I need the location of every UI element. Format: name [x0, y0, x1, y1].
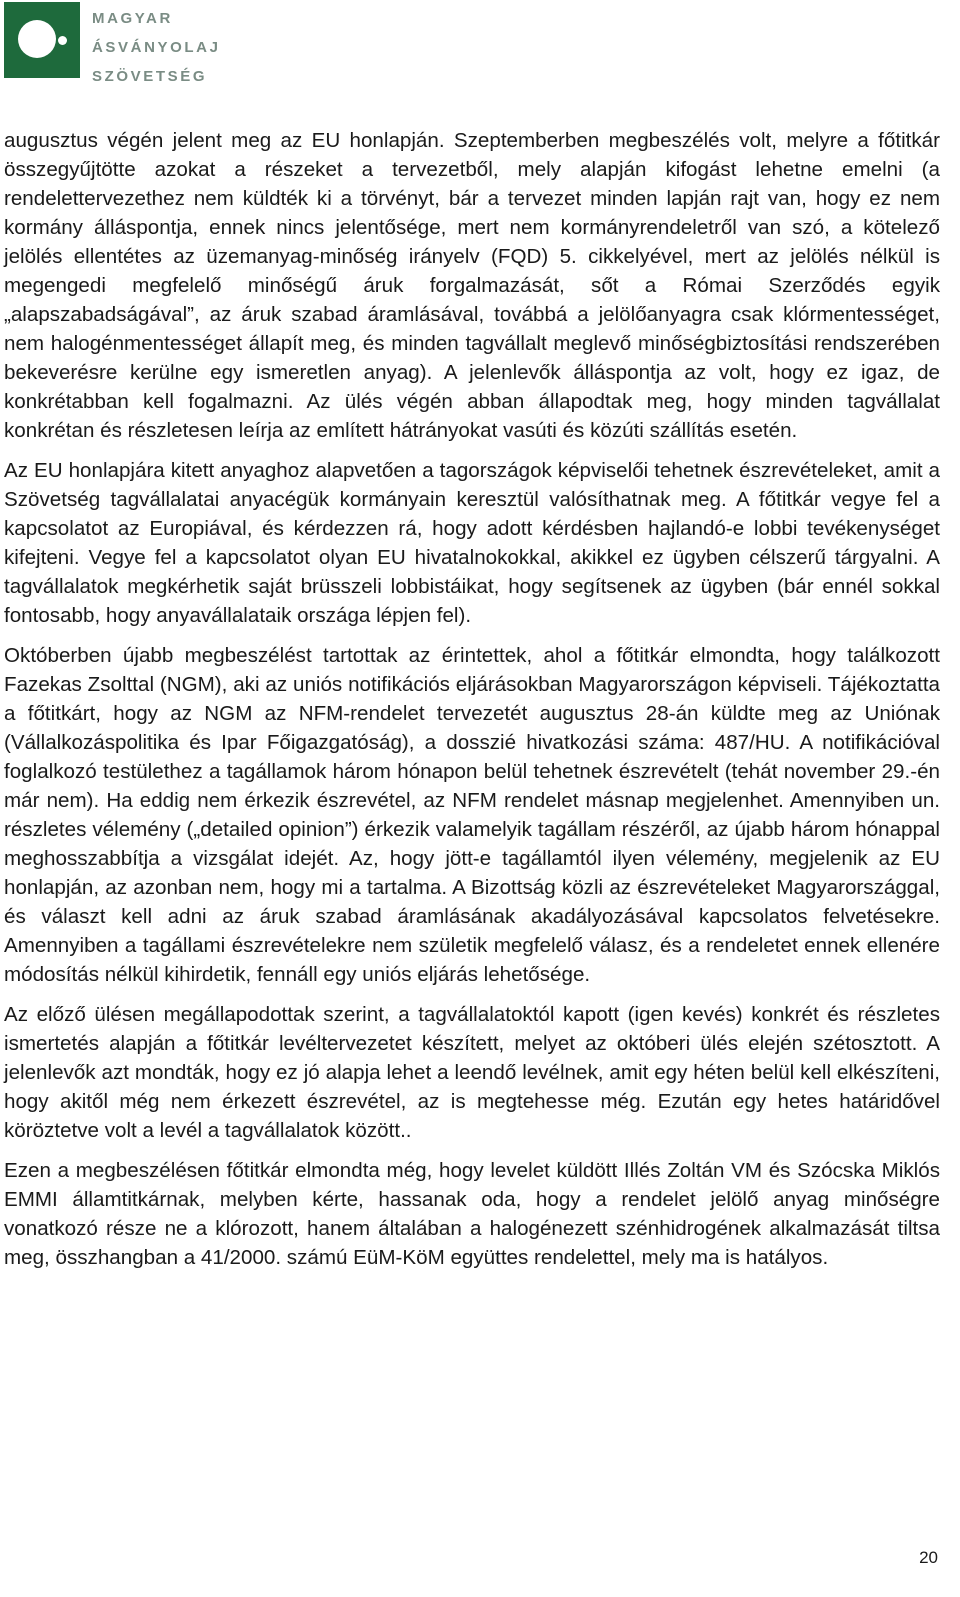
letterhead — [4, 2, 304, 85]
logo-line-3: SZÖVETSÉG — [92, 68, 208, 85]
logo-disc — [18, 20, 56, 58]
page-number: 20 — [919, 1548, 938, 1567]
paragraph-4: Az előző ülésen megállapodottak szerint, a tagvállalatoktól kapott (igen kevés) konkrét és részletes ismertetés alapján a főtitkár levéltervezetet készített, melyet az októberi ülés elején szétosztott. A jelenlevők azt mondták, hogy ez jó alapja lehet a leendő levélnek, amit egy héten belül kell elkészíteni, hogy akitől még nem érkezett észrevétel, az is megtehesse még. Ezután egy hetes határidővel köröztetve volt a levél a tagvállalatok között.. — [4, 1003, 940, 1142]
logo-line-2: ÁSVÁNYOLAJ — [92, 39, 221, 56]
paragraph-1: augusztus végén jelent meg az EU honlapján. Szeptemberben megbeszélés volt, melyre a főtitkár összegyűjtötte azokat a részeket a tervezetből, mely alapján kifogást lehetne emelni (a rendelettervezethez nem küldték ki a törvényt, bár a tervezet minden lapján rajt van, hogy ez nem kormány álláspontja, ennek nincs jelentősége, mert nem kormányrendeletről van szó, a kötelező jelölés ellentétes az üzemanyag-minőség irányelv (FQD) 5. cikkelyével, mert az jelölés nélkül is megengedi megfelelő minőségű áruk forgalmazását, sőt a Római Szerződés egyik „alapszabadságával”, az áruk szabad áramlásával, továbbá a jelölőanyagra csak klórmentességet, nem halogénmentességet állapít meg, és minden tagvállalt meglevő minőségbiztosítási rendszerében bekeverésre kerülne egy ismeretlen anyag). A jelenlevők álláspontja az volt, hogy ez igaz, de konkrétabban kell fogalmazni. Az ülés végén abban állapodtak meg, hogy minden tagvállalat konkrétan és részletesen leírja az említett hátrányokat vasúti és közúti szállítás esetén. — [4, 129, 940, 442]
paragraph-5: Ezen a megbeszélésen főtitkár elmondta még, hogy levelet küldött Illés Zoltán VM és Szócska Miklós EMMI államtitkárnak, melyben kérte, hassanak oda, hogy a rendelet jelölő anyag minőségre vonatkozó része ne a klórozott, hanem általában a halogénezett szénhidrogének alkalmazását tiltsa meg, összhangban a 41/2000. számú EüM-KöM együttes rendelettel, mely ma is hatályos. — [4, 1159, 940, 1269]
document-body — [4, 126, 940, 1283]
association-logo-icon — [4, 2, 80, 78]
logo-dot — [58, 36, 67, 45]
paragraph-3: Októberben újabb megbeszélést tartottak az érintettek, ahol a főtitkár elmondta, hogy találkozott Fazekas Zsolttal (NGM), aki az uniós notifikációs eljárásokban Magyarországon képviseli. Tájékoztatta a főtitkárt, hogy az NGM az NFM-rendelet tervezetét augusztus 28-án küldte meg az Uniónak (Vállalkozáspolitika és Ipar Főigazgatóság), a dosszié hivatkozási száma: 487/HU. A notifikációval foglalkozó testülethez a tagállamok három hónapon belül tehetnek észrevételt (tehát november 29.-én már nem). Ha eddig nem érkezik észrevétel, az NFM rendelet másnap megjelenhet. Amennyiben un. részletes vélemény („detailed opinion”) érkezik valamelyik tagállam részéről, az újabb három hónappal meghosszabbítja a vizsgálat idejét. Az, hogy jött-e tagállamtól ilyen vélemény, megjelenik az EU honlapján, az azonban nem, hogy mi a tartalma. A Bizottság közli az észrevételeket Magyarországgal, és választ kell adni az áruk szabad áramlásának akadályozásával kapcsolatos felvetésekre. Amennyiben a tagállami észrevételekre nem születik megfelelő válasz, és a rendeletet ennek ellenére módosítás nélkül kihirdetik, fennáll egy uniós eljárás lehetősége. — [4, 644, 940, 986]
logo-line-1: MAGYAR — [92, 10, 173, 27]
paragraph-2: Az EU honlapjára kitett anyaghoz alapvetően a tagországok képviselői tehetnek észrevételeket, amit a Szövetség tagvállalatai anyacégük kormányain keresztül valósíthatnak meg. A főtitkár vegye fel a kapcsolatot az Europiával, és kérdezzen rá, hogy adott kérdésben hajlandó-e lobbi tevékenységet kifejteni. Vegye fel a kapcsolatot olyan EU hivatalnokokkal, akikkel ez ügyben célszerű tárgyalni. A tagvállalatok megkérhetik saját brüsszeli lobbistáikat, hogy segítsenek az ügyben (bár ennél sokkal fontosabb, hogy anyavállalataik országa lépjen fel). — [4, 459, 940, 627]
association-name — [92, 4, 221, 91]
